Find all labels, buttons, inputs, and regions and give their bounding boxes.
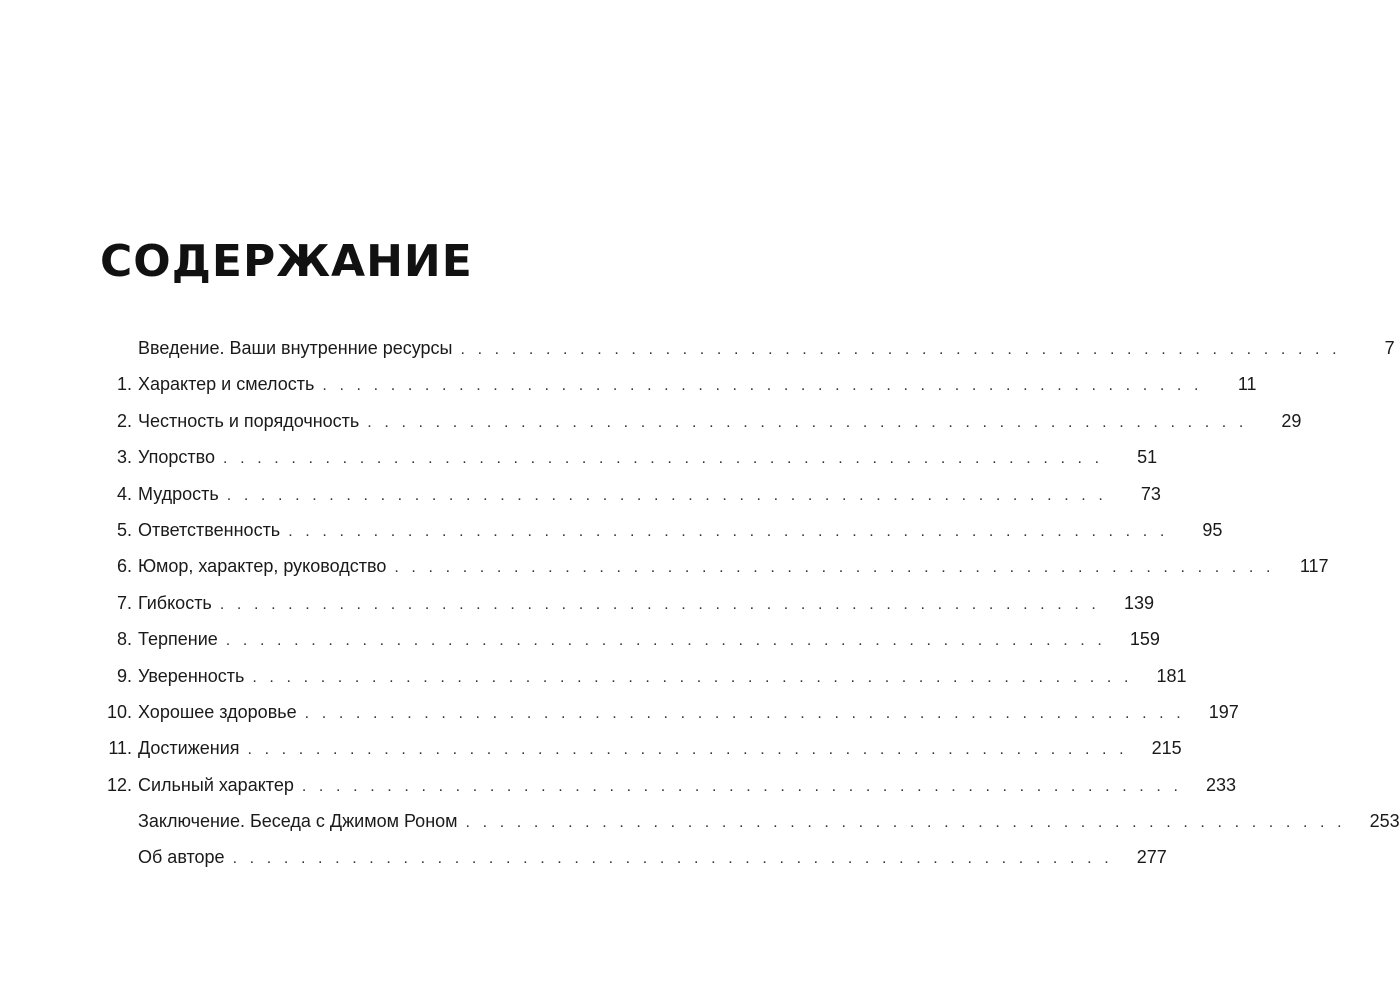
toc-entry-number: 7. (116, 592, 132, 613)
toc-entry-number: 2. (116, 410, 132, 431)
toc-entry-page: 11 (1237, 374, 1257, 395)
dot-leader: . . . . . . . . . . . . . . . . . . . . . . . . . . . . . . . . . . . . . . . . . . . . . . . . . . . . (219, 595, 1100, 613)
toc-entry-number: 10. (106, 701, 132, 722)
toc-entry-title: Гибкость (138, 592, 212, 613)
toc-entry-number: 4. (116, 483, 132, 504)
toc-entry-number: 5. (116, 519, 132, 540)
dot-leader: . . . . . . . . . . . . . . . . . . . . . . . . . . . . . . . . . . . . . . . . . . . . . . . . . . . . (367, 413, 1248, 431)
toc-entry-page: 253 (1369, 811, 1400, 832)
page-title: СОДЕРЖАНИЕ (100, 236, 473, 287)
toc-entry-title: Ответственность (138, 519, 281, 540)
toc-entry-chapter-1[interactable] (98, 366, 1257, 402)
toc-entry-chapter-2[interactable] (98, 403, 1302, 439)
toc-entry-chapter-8[interactable] (98, 621, 1160, 657)
dot-leader: . . . . . . . . . . . . . . . . . . . . . . . . . . . . . . . . . . . . . . . . . . . . . . . . . . . . (304, 704, 1185, 722)
toc-entry-number: 6. (116, 556, 132, 577)
toc-entry-page: 197 (1208, 701, 1239, 722)
toc-entry-chapter-7[interactable] (98, 585, 1154, 621)
toc-entry-title: Об авторе (138, 847, 225, 868)
toc-entry-number: 1. (116, 374, 132, 395)
toc-entry-chapter-5[interactable] (98, 512, 1223, 548)
toc-entry-title: Заключение. Беседа с Джимом Роном (138, 811, 458, 832)
toc-entry-title: Мудрость (138, 483, 219, 504)
toc-entry-title: Уверенность (138, 665, 245, 686)
toc-entry-chapter-9[interactable] (98, 658, 1187, 694)
dot-leader: . . . . . . . . . . . . . . . . . . . . . . . . . . . . . . . . . . . . . . . . . . . . . . . . . . . . (226, 486, 1107, 504)
toc-entry-chapter-6[interactable] (98, 548, 1329, 584)
toc-entry-page: 29 (1281, 410, 1302, 431)
toc-entry-title: Хорошее здоровье (138, 701, 297, 722)
dot-leader: . . . . . . . . . . . . . . . . . . . . . . . . . . . . . . . . . . . . . . . . . . . . . . . . . . . . (394, 559, 1275, 577)
toc-entry-title: Достижения (138, 738, 240, 759)
toc-entry-number: 9. (116, 665, 132, 686)
toc-entry-title: Честность и порядочность (138, 410, 360, 431)
toc-entry-chapter-4[interactable] (98, 476, 1161, 512)
toc-entry-page: 95 (1202, 519, 1223, 540)
dot-leader: . . . . . . . . . . . . . . . . . . . . . . . . . . . . . . . . . . . . . . . . . . . . . . . . . . . . (247, 741, 1128, 759)
toc-entry-title: Терпение (138, 629, 218, 650)
table-of-contents (98, 330, 1400, 876)
toc-entry-page: 181 (1156, 665, 1187, 686)
toc-entry-chapter-11[interactable] (98, 730, 1182, 766)
dot-leader: . . . . . . . . . . . . . . . . . . . . . . . . . . . . . . . . . . . . . . . . . . . . . . . . . . . . (252, 668, 1133, 686)
toc-entry-number: 8. (116, 629, 132, 650)
toc-entry-page: 73 (1140, 483, 1161, 504)
dot-leader: . . . . . . . . . . . . . . . . . . . . . . . . . . . . . . . . . . . . . . . . . . . . . . . . . . . . (223, 450, 1104, 468)
toc-entry-number: 3. (116, 447, 132, 468)
toc-entry-page: 233 (1205, 774, 1237, 795)
toc-entry-title: Упорство (138, 447, 216, 468)
toc-entry-page: 51 (1137, 447, 1158, 468)
dot-leader: . . . . . . . . . . . . . . . . . . . . . . . . . . . . . . . . . . . . . . . . . . . . . . . . . . . . (288, 522, 1169, 540)
toc-entry-chapter-10[interactable] (98, 694, 1239, 730)
toc-entry-chapter-12[interactable] (98, 767, 1237, 803)
toc-entry-page: 7 (1384, 338, 1395, 358)
dot-leader: . . . . . . . . . . . . . . . . . . . . . . . . . . . . . . . . . . . . . . . . . . . . . . . . . . . . (460, 341, 1341, 358)
toc-entry-title: Юмор, характер, руководство (138, 556, 387, 577)
toc-entry-chapter-3[interactable] (98, 439, 1158, 475)
toc-entry-about-author[interactable] (98, 839, 1167, 875)
toc-entry-number: 11. (108, 738, 132, 759)
dot-leader: . . . . . . . . . . . . . . . . . . . . . . . . . . . . . . . . . . . . . . . . . . . . . . . . . . . . (322, 377, 1203, 395)
toc-entry-page: 277 (1136, 847, 1167, 868)
toc-entry-introduction[interactable] (98, 330, 1395, 366)
dot-leader: . . . . . . . . . . . . . . . . . . . . . . . . . . . . . . . . . . . . . . . . . . . . . . . . . . . . (225, 632, 1106, 650)
toc-entry-title: Сильный характер (138, 774, 294, 795)
toc-entry-title: Введение. Ваши внутренние ресурсы (138, 338, 453, 358)
dot-leader: . . . . . . . . . . . . . . . . . . . . . . . . . . . . . . . . . . . . . . . . . . . . . . . . . . . . (465, 814, 1346, 832)
toc-entry-number: 12. (106, 774, 132, 795)
toc-entry-page: 139 (1123, 592, 1154, 613)
toc-entry-title: Характер и смелость (138, 374, 315, 395)
dot-leader: . . . . . . . . . . . . . . . . . . . . . . . . . . . . . . . . . . . . . . . . . . . . . . . . . . . . (232, 850, 1113, 868)
toc-entry-page: 117 (1299, 556, 1329, 577)
toc-entry-conclusion[interactable] (98, 803, 1400, 839)
dot-leader: . . . . . . . . . . . . . . . . . . . . . . . . . . . . . . . . . . . . . . . . . . . . . . . . . . . . (301, 777, 1183, 795)
toc-entry-page: 159 (1129, 629, 1160, 650)
toc-entry-page: 215 (1151, 738, 1182, 759)
